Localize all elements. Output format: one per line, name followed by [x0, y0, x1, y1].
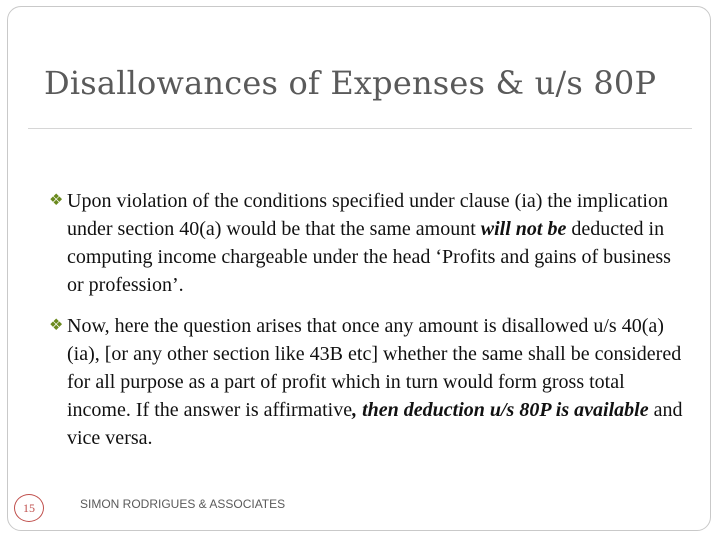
bullet-text-1	[67, 187, 689, 299]
footer-firm-name: SIMON RODRIGUES & ASSOCIATES	[80, 497, 286, 511]
checkmark-diamond-icon: ❖	[49, 317, 64, 334]
bullet-point-2	[49, 312, 689, 452]
bullet-1-text-part-1: Upon violation of the conditions specified under clause (ia) the implication under section 40(a) would be that the same amount	[67, 190, 668, 240]
page-number-badge	[14, 494, 44, 522]
bullet-2-emphasis: , then deduction u/s 80P is available	[352, 399, 649, 421]
bullet-text-2	[67, 312, 689, 452]
bullet-2-text-part-2: and vice versa.	[67, 399, 683, 449]
slide-title: Disallowances of Expenses & u/s 80P	[44, 64, 657, 102]
checkmark-diamond-icon: ❖	[49, 192, 64, 209]
bullet-1-emphasis: will not be	[480, 218, 567, 240]
bullet-2-text-part-1: Now, here the question arises that once any amount is disallowed u/s 40(a)(ia), [or any other section like 43B etc] whether the same shall be considered for all purpose as a part of profit which in turn would form gross total income. If the answer is affirmative	[67, 315, 682, 421]
page-number: 15	[23, 500, 35, 515]
title-divider	[28, 128, 692, 129]
bullet-point-1	[49, 187, 689, 299]
bullet-1-text-part-2: deducted in computing income chargeable under the head ‘Profits and gains of business or profession’.	[67, 218, 671, 296]
